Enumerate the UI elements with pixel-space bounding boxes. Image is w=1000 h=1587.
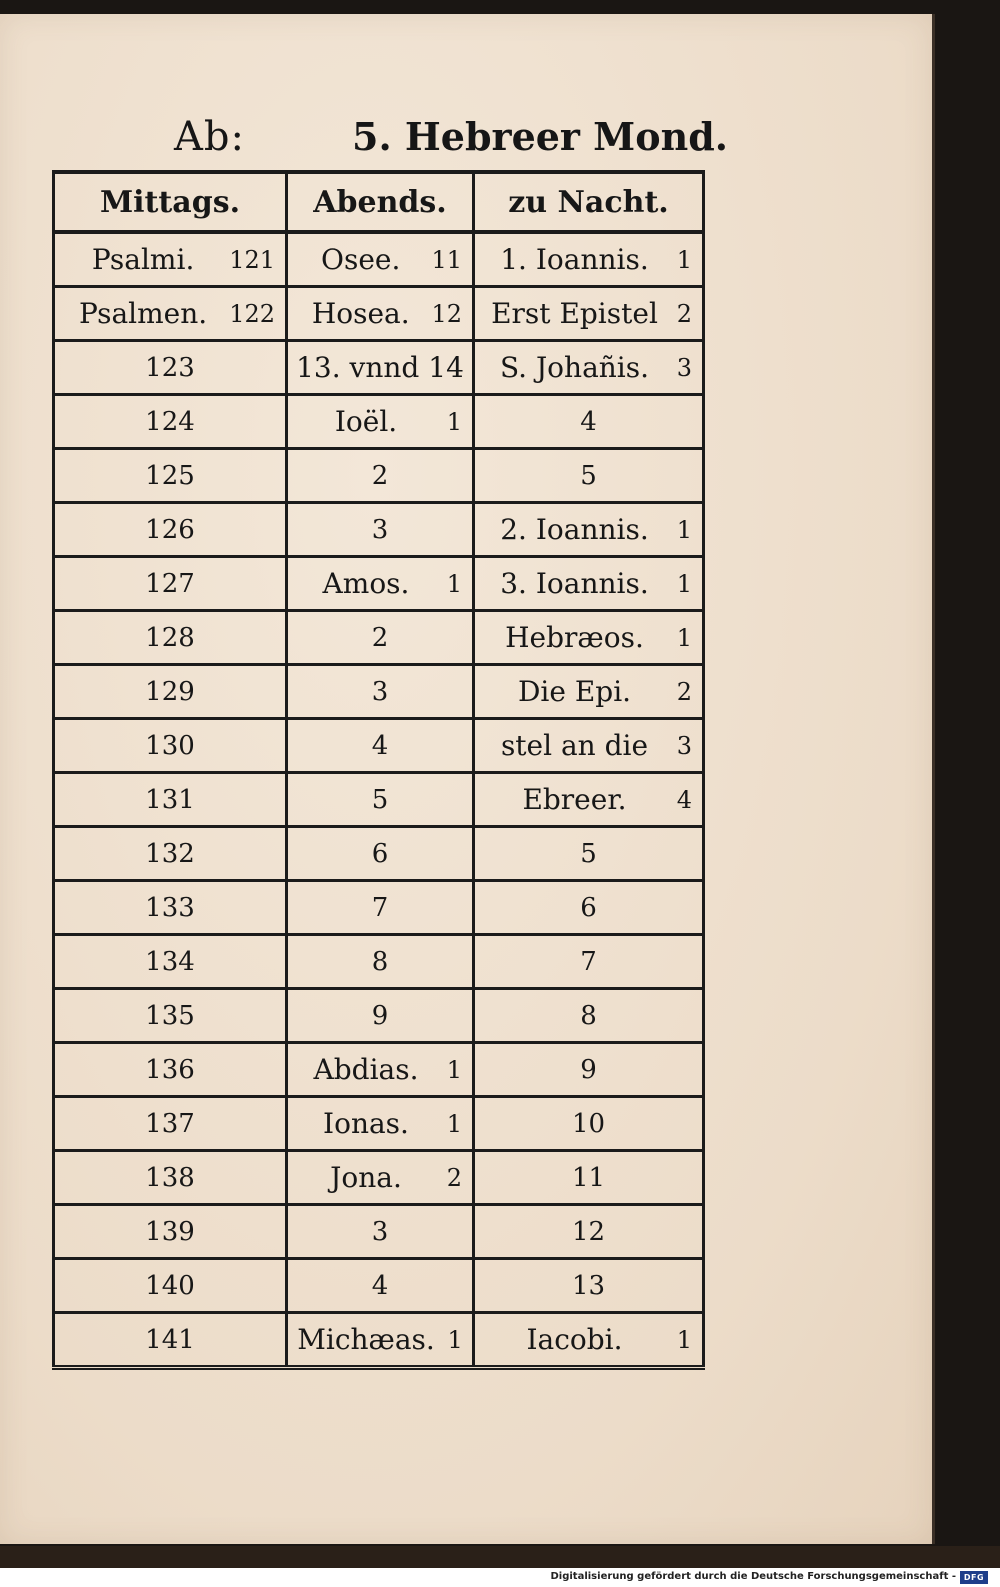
cell-text: Hosea. [311,297,410,330]
cell-number: 2 [446,1163,462,1192]
cell-number: 131 [145,784,195,815]
table-row [54,935,704,989]
cell-number: 7 [371,892,389,923]
cell-mittags [54,611,287,665]
cell-nacht [474,1205,704,1259]
cell-number: 2 [676,299,692,328]
cell-number: 133 [145,892,195,923]
cell-nacht [474,881,704,935]
cell-number: 8 [371,946,389,977]
cell-number: 9 [371,1000,389,1031]
cell-text: Ionas. [323,1107,409,1140]
cell-number: 123 [145,352,195,383]
cell-mittags [54,287,287,341]
cell-abends [287,1043,474,1097]
cell-number: 3 [676,353,692,382]
cell-number: 129 [145,676,195,707]
cell-number: 125 [145,460,195,491]
table-row [54,503,704,557]
cell-mittags [54,1151,287,1205]
cell-number: 1 [446,1109,462,1138]
cell-number: 13 [571,1270,606,1301]
cell-abends [287,827,474,881]
table-row [54,341,704,395]
cell-nacht [474,773,704,827]
table-row [54,989,704,1043]
cell-mittags [54,557,287,611]
cell-number: 140 [145,1270,195,1301]
cell-abends [287,449,474,503]
cell-number: 7 [580,946,597,977]
cell-number: 132 [145,838,195,869]
footer-bar [0,1568,1000,1587]
cell-mittags [54,665,287,719]
cell-number: 5 [580,838,597,869]
cell-mittags [54,1259,287,1313]
cell-text: Ebreer. [522,783,627,816]
cell-text: Psalmi. [91,243,195,276]
cell-nacht [474,503,704,557]
cell-nacht [474,665,704,719]
cell-number: 4 [371,730,389,761]
cell-nacht [474,1151,704,1205]
cell-nacht [474,611,704,665]
cell-number: 11 [571,1162,606,1193]
cell-number: 3 [371,1216,389,1247]
cell-abends [287,881,474,935]
cell-number: 137 [145,1108,195,1139]
cell-number: 10 [571,1108,606,1139]
cell-number: 1 [446,407,462,436]
cell-nacht [474,827,704,881]
column-header-nacht: zu Nacht. [474,172,704,232]
cell-number: 1 [676,569,692,598]
cell-number: 130 [145,730,195,761]
cell-text: 13. vnnd 14 [296,351,464,384]
cell-number: 141 [145,1324,195,1355]
cell-number: 1 [676,623,692,652]
cell-mittags [54,1097,287,1151]
cell-mittags [54,719,287,773]
cell-number: 135 [145,1000,195,1031]
cell-number: 139 [145,1216,195,1247]
table-row [54,557,704,611]
cell-text: Amos. [322,567,410,600]
cell-text: S. Johañis. [499,351,650,384]
cell-nacht [474,989,704,1043]
cell-nacht [474,935,704,989]
cell-number: 5 [580,460,597,491]
table-row [54,1205,704,1259]
cell-nacht [474,1313,704,1368]
cell-number: 12 [571,1216,606,1247]
scanned-page [0,14,935,1544]
cell-number: 121 [229,245,275,274]
cell-abends [287,395,474,449]
table-row [54,719,704,773]
cell-mittags [54,1205,287,1259]
cell-number: 1 [676,515,692,544]
cell-abends [287,557,474,611]
table-row [54,827,704,881]
cell-text: Michæas. [297,1323,435,1356]
footer-credit: Digitalisierung gefördert durch die Deutsche Forschungsgemeinschaft - [550,1571,956,1582]
cell-text: Erst Epistel [491,297,658,330]
table-row [54,1097,704,1151]
dfg-logo: DFG [960,1571,988,1584]
table-row [54,1043,704,1097]
column-header-abends: Abends. [287,172,474,232]
cell-text: Ioël. [334,405,398,438]
cell-text: 3. Ioannis. [500,567,649,600]
cell-abends [287,1097,474,1151]
cell-number: 4 [676,785,692,814]
cell-number: 4 [371,1270,389,1301]
cell-nacht [474,557,704,611]
cell-mittags [54,341,287,395]
cell-abends [287,1313,474,1368]
cell-text: Iacobi. [526,1323,623,1356]
cell-nacht [474,287,704,341]
cell-abends [287,935,474,989]
cell-number: 4 [580,406,597,437]
cell-text: Abdias. [313,1053,419,1086]
cell-mittags [54,232,287,287]
cell-number: 122 [229,299,275,328]
reading-table [52,170,705,1370]
cell-text: Jona. [330,1161,402,1194]
cell-text: Osee. [321,243,401,276]
cell-nacht [474,232,704,287]
cell-nacht [474,1097,704,1151]
page-header-title: 5. Hebreer Mond. [352,114,729,159]
cell-mittags [54,1313,287,1368]
cell-number: 134 [145,946,195,977]
cell-mittags [54,395,287,449]
cell-nacht [474,449,704,503]
cell-abends [287,1205,474,1259]
cell-number: 11 [431,245,462,274]
cell-mittags [54,503,287,557]
cell-number: 8 [580,1000,597,1031]
table-row [54,773,704,827]
table-row [54,287,704,341]
cell-number: 128 [145,622,195,653]
cell-mittags [54,881,287,935]
cell-abends [287,503,474,557]
cell-nacht [474,1259,704,1313]
cell-number: 3 [676,731,692,760]
cell-number: 127 [145,568,195,599]
cell-number: 136 [145,1054,195,1085]
cell-abends [287,341,474,395]
cell-number: 9 [580,1054,597,1085]
cell-nacht [474,341,704,395]
cell-abends [287,719,474,773]
cell-abends [287,773,474,827]
table-row [54,1259,704,1313]
cell-text: 1. Ioannis. [500,243,649,276]
cell-mittags [54,989,287,1043]
cell-number: 6 [371,838,389,869]
cell-abends [287,989,474,1043]
cell-number: 2 [371,622,389,653]
table-row [54,1313,704,1368]
cell-number: 6 [580,892,597,923]
cell-number: 2 [371,460,389,491]
cell-abends [287,1259,474,1313]
cell-number: 3 [371,514,389,545]
scan-edge [0,1546,1000,1568]
table-body [54,232,704,1368]
cell-text: Die Epi. [517,675,632,708]
cell-abends [287,611,474,665]
cell-number: 138 [145,1162,195,1193]
cell-number: 1 [446,569,462,598]
cell-nacht [474,395,704,449]
page-header-left: Ab: [174,114,245,160]
table-row [54,1151,704,1205]
cell-number: 1 [676,1325,692,1354]
table-row [54,395,704,449]
cell-text: 2. Ioannis. [500,513,649,546]
cell-nacht [474,1043,704,1097]
table-header-row [54,172,704,232]
cell-text: Hebræos. [505,621,644,654]
cell-number: 126 [145,514,195,545]
cell-mittags [54,449,287,503]
cell-number: 12 [431,299,462,328]
cell-abends [287,1151,474,1205]
table-row [54,232,704,287]
cell-abends [287,665,474,719]
cell-mittags [54,1043,287,1097]
table-row [54,449,704,503]
cell-abends [287,287,474,341]
cell-number: 124 [145,406,195,437]
table-row [54,611,704,665]
cell-text: stel an die [500,729,649,762]
cell-mittags [54,827,287,881]
cell-mittags [54,773,287,827]
cell-text: Psalmen. [79,297,208,330]
cell-number: 1 [447,1325,463,1354]
cell-number: 3 [371,676,389,707]
cell-abends [287,232,474,287]
cell-nacht [474,719,704,773]
table-row [54,881,704,935]
cell-number: 1 [676,245,692,274]
cell-number: 5 [371,784,389,815]
column-header-mittags: Mittags. [54,172,287,232]
cell-number: 2 [676,677,692,706]
cell-number: 1 [446,1055,462,1084]
cell-mittags [54,935,287,989]
table-row [54,665,704,719]
